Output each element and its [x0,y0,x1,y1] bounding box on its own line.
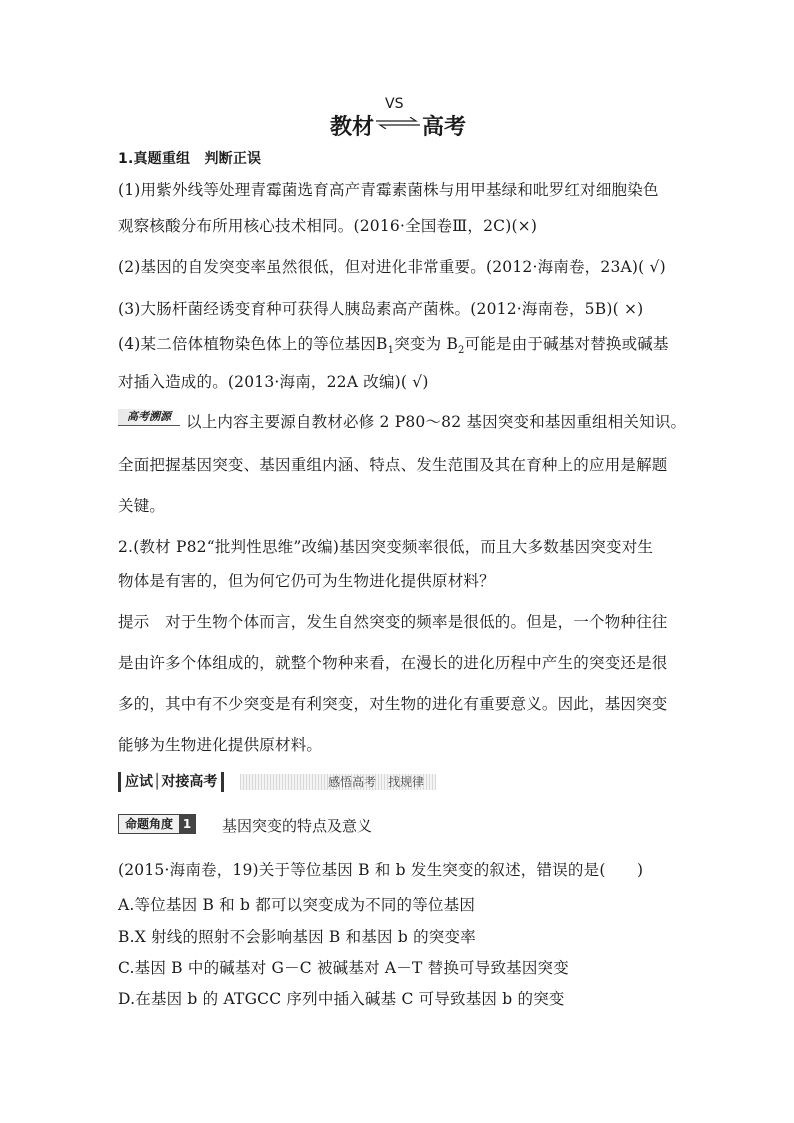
item1-line1: (1)用紫外线等处理青霉菌选育高产青霉素菌株与用甲基绿和吡罗红对细胞染色 [118,181,659,199]
exam-bar-subtitle: 感悟高考 找规律 [328,775,425,789]
answer-line3: 多的，其中有不少突变是有利突变，对生物的进化有重要意义。因此，基因突变 [118,695,668,713]
option-a: A.等位基因 B 和 b 都可以突变成为不同的等位基因 [118,896,476,914]
option-d: D.在基因 b 的 ATGCC 序列中插入碱基 C 可导致基因 b 的突变 [118,990,565,1008]
item4-text-c: 可能是由于碱基对替换或碱基 [464,335,669,353]
option-c: C.基因 B 中的碱基对 G－C 被碱基对 A－T 替换可导致基因突变 [118,959,569,977]
double-arrow-icon [374,117,422,129]
exam-section-bar [118,772,436,792]
angle-badge-label: 命题角度 [119,815,179,833]
angle-badge-number: 1 [179,815,195,833]
angle-title: 基因突变的特点及意义 [222,817,373,835]
item1-line2: 观察核酸分布所用核心技术相同。(2016·全国卷Ⅲ，2C)(×) [118,217,538,235]
question2-line2: 物体是有害的，但为何它仍可为生物进化提供原材料？ [118,572,495,590]
source-badge: 高考溯源 [118,409,180,426]
item4-sub2: 2 [458,345,465,357]
item4-line1 [118,332,669,356]
question2-line1: 2.(教材 P82“批判性思维”改编)基因突变频率很低，而且大多数基因突变对生 [118,538,654,556]
source-line2: 全面把握基因突变、基因重组内涵、特点、发生范围及其在育种上的应用是解题 [118,456,668,474]
item3-line1: (3)大肠杆菌经诱变育种可获得人胰岛素高产菌株。(2012·海南卷，5B)( ×) [118,300,644,318]
answer-line2: 是由许多个体组成的，就整个物种来看，在漫长的进化历程中产生的突变还是很 [118,654,668,672]
title-right-text: 高考 [422,115,467,140]
item4-sub1: 1 [387,345,395,357]
answer-line4: 能够为生物进化提供原材料。 [118,736,323,754]
source-line1: 以上内容主要源自教材必修 2 P80～82 基因突变和基因重组相关知识。 [186,413,687,431]
option-b: B.X 射线的照射不会影响基因 B 和基因 b 的突变率 [118,928,476,946]
item2-line1: (2)基因的自发突变率虽然很低，但对进化非常重要。(2012·海南卷，23A)( √) [118,258,666,276]
item4-text-b: 突变为 B [394,335,459,353]
title-vs-text: VS [385,96,404,112]
angle-badge [118,814,196,834]
item4-line2: 对插入造成的。(2013·海南，22A 改编)( √) [118,373,429,391]
source-line3: 关键。 [118,497,166,515]
answer-line1: 提示 对于生物个体而言，发生自然突变的频率是很低的。但是，一个物种往往 [118,613,668,631]
question-stem: (2015·海南卷，19)关于等位基因 B 和 b 发生突变的叙述，错误的是( ) [118,861,644,879]
item4-text-a: (4)某二倍体植物染色体上的等位基因B [118,335,388,353]
section1-heading: 1.真题重组 判断正误 [118,151,262,167]
title-left-text: 教材 [330,115,375,140]
exam-bar-label: 应试│对接高考 [118,772,224,792]
